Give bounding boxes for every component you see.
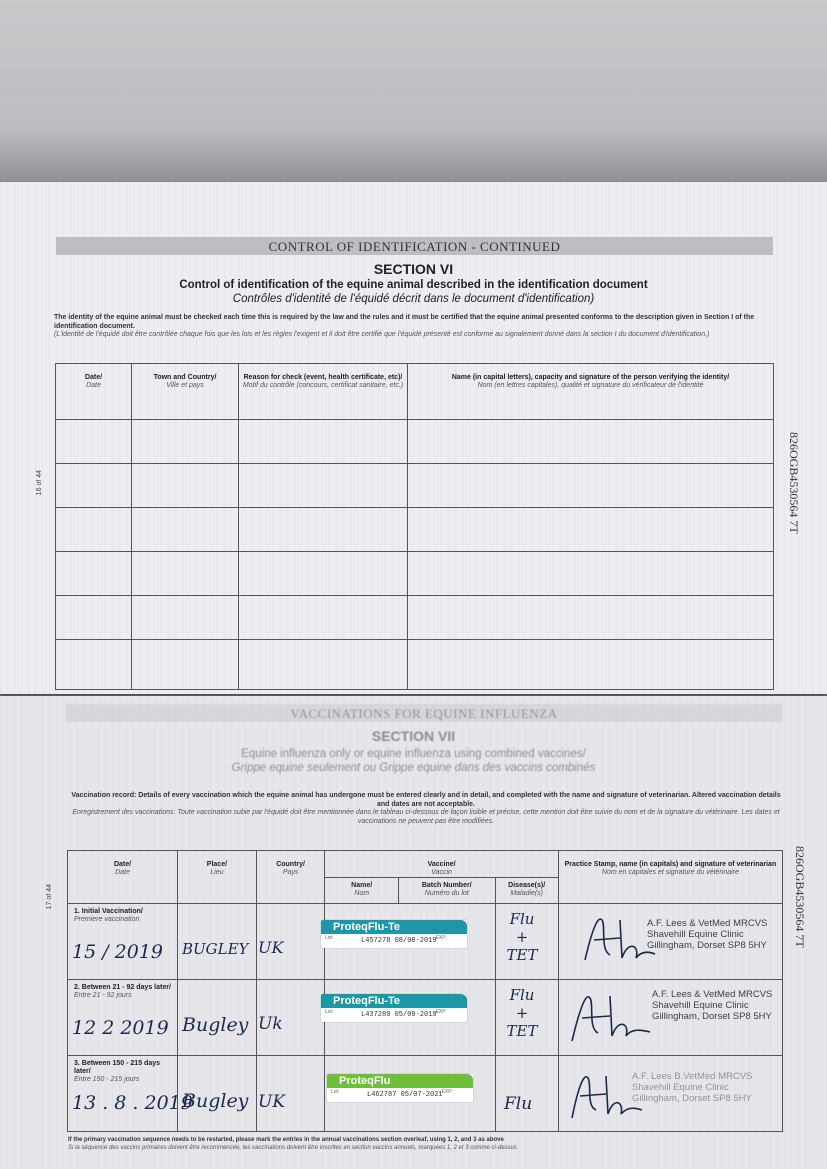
header-verifier: Name (in capital letters), capacity and signature of the person verifying the identity/ Nom (en lettres capitales), qualité et signature du vérificateur de l'identité [408,364,774,420]
section-subtitle-en: Equine influenza only or equine influenza using combined vaccines/ [241,748,586,760]
vet-signature [566,986,656,1046]
vaccine-sticker: ProteqFlu-Te Lot: EXP: L457278 08/08-2019 [321,920,467,948]
section-title: SECTION VI [373,261,454,277]
instruction-note-fr: Enregistrement des vaccinations: Toute vaccination subie par l'équidé doit être mentionnée dans le tableau ci-dessous de façon lisible et précise, cette mention doit être suivie du nom et de la signature du vétérinaire. Les dates et vaccinations ne peuvent pas être modifiées. [72,809,780,825]
header-country: Country/ Pays [256,851,324,904]
handwritten-place: Bugley [182,1014,249,1036]
handwritten-country: UK [258,1092,286,1112]
header-town-country: Town and Country/ Ville et pays [132,364,239,420]
vaccine-sticker: ProteqFlu Lot: EXP: L462787 05/07-2021 [327,1074,473,1102]
handwritten-country: UK [258,938,284,957]
instruction-note-fr: (L'identité de l'équidé doit être contrôlée chaque fois que les lois et les règles l'exigent et il doit être certifié que l'équidé présenté est conforme au signalement donné dans la section I du document d'identification.) [54,331,710,338]
table-row [56,508,774,552]
header-vaccine-name: Name/ Nom [325,878,399,904]
handwritten-place: BUGLEY [182,940,249,958]
batch-number: L437280 05/09-2019 [361,1011,437,1019]
table-row [56,464,774,508]
handwritten-date: 13 . 8 . 2019 [72,1092,193,1114]
vaccine-sticker: ProteqFlu-Te Lot: EXP: L437280 05/09-2019 [321,994,467,1022]
identity-check-table [55,363,774,690]
instruction-note-en: The identity of the equine animal must be checked each time this is required by the law and the rules and it must be certified that the equine animal presented conforms to the description given in Section I of the identification document. [54,314,755,330]
header-place: Place/ Lieu [178,851,257,904]
section-subtitle-fr: Grippe equine seulement ou Grippe equine dans des vaccins combinés [231,762,596,774]
vet-signature [566,1066,646,1122]
instruction-note-en: Vaccination record: Details of every vaccination which the equine animal has undergone must be entered clearly and in detail, and completed with the name and signature of veterinarian. Altered vaccination details and dates are not acceptable. [71,792,781,808]
header-practice-stamp: Practice Stamp, name (in capitals) and signature of veterinarian Nom en capitales et signature du vétérinaire [558,851,782,904]
passport-number: 826OGB4530564 7T [793,846,807,948]
row-label: 2. Between 21 - 92 days later/ Entre 21 - 92 jours [68,980,178,1056]
batch-number: L457278 08/08-2019 [361,937,437,945]
row-label: 1. Initial Vaccination/ Premiere vaccination [68,904,178,980]
section-title: SECTION VII [371,728,456,744]
page-16 [0,182,827,694]
header-date: Date/ Date [56,364,132,420]
vaccine-name: ProteqFlu-Te [321,994,467,1008]
row-label: 3. Between 150 - 215 days later/ Entre 150 - 215 jours [68,1056,178,1132]
handwritten-date: 15 / 2019 [72,941,164,963]
practice-stamp: A.F. Lees B.VetMed MRCVS Shavehill Equine Clinic Gillingham, Dorset SP8 5HY [632,1071,753,1104]
table-row [56,596,774,640]
handwritten-disease: Flu [504,1094,533,1114]
section-subtitle-en: Control of identification of the equine animal described in the identification document [179,279,648,291]
page-17 [0,696,827,1169]
instruction-note [70,792,782,826]
header-vaccine: Vaccine/ Vaccin [325,851,558,878]
header-reason: Reason for check (event, health certificate, etc)/ Motif du contrôle (concours, certificat sanitaire, etc.) [239,364,408,420]
handwritten-disease: Flu + TET [506,910,538,964]
page-number: 16 of 44 [36,470,43,496]
table-row [56,420,774,464]
page-number: 17 of 44 [46,884,53,910]
instruction-note [54,314,764,340]
handwritten-disease: Flu + TET [506,986,538,1040]
section-banner: VACCINATIONS FOR EQUINE INFLUENZA [66,704,782,722]
header-date: Date/ Date [68,851,178,904]
vaccine-name: ProteqFlu-Te [321,920,467,934]
practice-stamp: A.F. Lees & VetMed MRCVS Shavehill Equine Clinic Gillingham, Dorset SP8 5HY [652,989,773,1022]
section-banner: CONTROL OF IDENTIFICATION - CONTINUED [56,237,773,255]
footnote-en: If the primary vaccination sequence needs to be restarted, please mark the entries in the annual vaccinations section overleaf, using 1, 2, and 3 as above [68,1137,504,1143]
background-surface [0,0,827,185]
section-subtitle-fr: Contrôles d'identité de l'équidé décrit dans le document d'identification) [232,293,595,305]
vaccine-name: ProteqFlu [327,1074,473,1088]
passport-number: 826OGB4530564 7T [787,432,801,534]
batch-number: L462787 05/07-2021 [367,1091,443,1099]
footnote-fr: Si la séquence des vaccins primaires doivent être recommencée, les vaccinations doivent être inscrites en section vaccins annuels, marquées 1, 2 et 3 comme ci-dessus [68,1145,517,1151]
handwritten-date: 12 2 2019 [72,1017,169,1039]
header-batch: Batch Number/ Numéro du lot [399,878,496,904]
practice-stamp: A.F. Lees & VetMed MRCVS Shavehill Equine Clinic Gillingham, Dorset SP8 5HY [647,918,768,951]
table-row [56,640,774,690]
vet-signature [580,910,660,970]
handwritten-country: Uk [258,1014,283,1034]
handwritten-place: Bugley [182,1090,249,1112]
footnote [68,1136,517,1152]
table-row [56,552,774,596]
header-disease: Disease(s)/ Maladie(s) [495,878,558,904]
